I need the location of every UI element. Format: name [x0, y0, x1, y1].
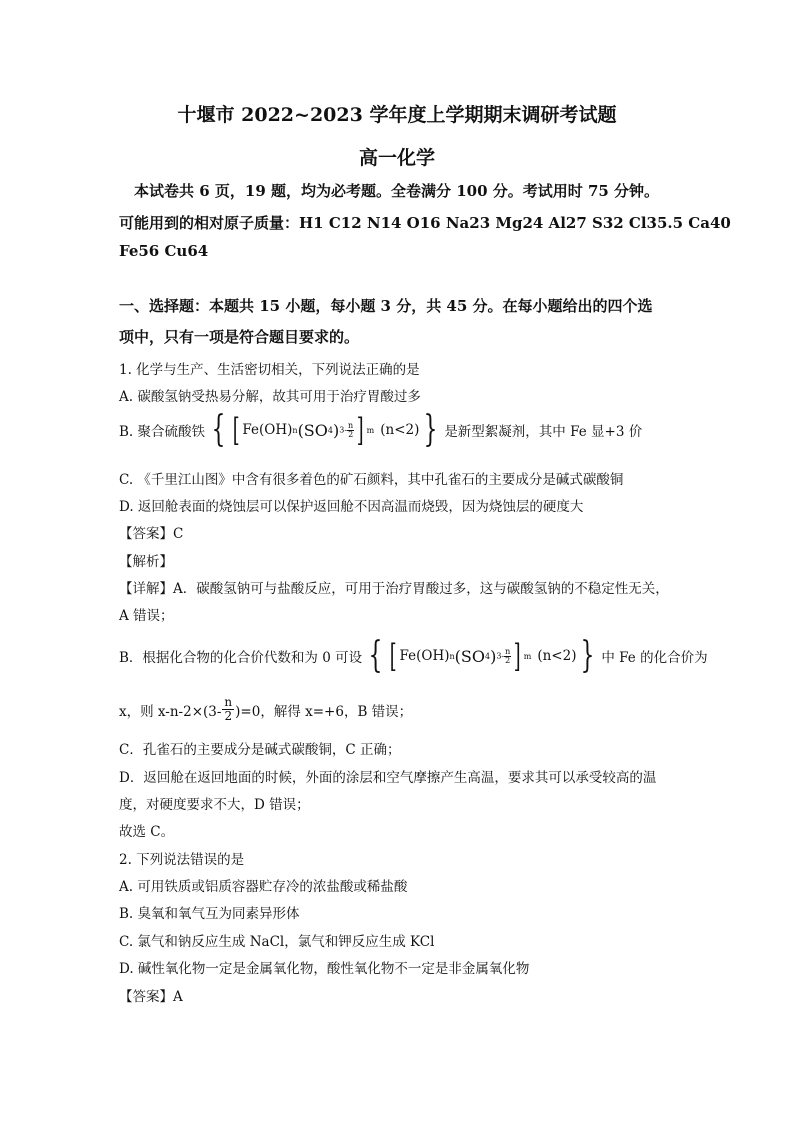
q2-option-b: B. 臭氧和氧气互为同素异形体 [119, 906, 300, 922]
left-bracket: [ [232, 411, 240, 449]
detail-d: D．返回舱在返回地面的时候，外面的涂层和空气摩擦产生高温，要求其可以承受较高的温 [119, 770, 657, 786]
question-stem: 1. 化学与生产、生活密切相关，下列说法正确的是 [119, 362, 420, 378]
analysis-label: 【解析】 [119, 554, 173, 570]
formula-polyferric-sulfate-2: { [ Fe (OH) n (SO 4 ) 3- $\frac{n}{2}$ ] m (n<2) } [368, 635, 595, 676]
q2-answer-label: 【答案】A [119, 989, 183, 1005]
answer-label: 【答案】C [119, 526, 184, 542]
question-stem-2: 2. 下列说法错误的是 [119, 852, 245, 868]
q2-option-c: C. 氯气和钠反应生成 NaCl，氯气和钾反应生成 KCl [119, 934, 435, 950]
detail-a-cont: A 错误； [119, 608, 174, 624]
detail-b-cont: x，则 x-n-2×(3- n 2 )=0，解得 x=+6，B 错误； [119, 695, 413, 723]
option-a: A. 碳酸氢钠受热易分解，故其可用于治疗胃酸过多 [119, 389, 421, 405]
page-subtitle: 高一化学 [358, 147, 435, 169]
left-brace: { [211, 409, 226, 450]
section-heading-cont: 项中，只有一项是符合题目要求的。 [119, 328, 360, 346]
atomic-mass-notice-cont: Fe56 Cu64 [119, 242, 209, 260]
option-b [119, 409, 643, 450]
formula-polyferric-sulfate: { [ Fe (OH) n (SO 4 ) 3- $\frac{n}{2}$ ] m (n<2) } [211, 409, 438, 450]
detail-d-cont: 度，对硬度要求不大，D 错误； [119, 797, 310, 813]
right-bracket: ] [356, 411, 364, 449]
atomic-mass-notice: 可能用到的相对原子质量：H1 C12 N14 O16 Na23 Mg24 Al27 S32 Cl35.5 Ca40 [119, 214, 731, 232]
section-heading: 一、选择题：本题共 15 小题，每小题 3 分，共 45 分。在每小题给出的四个选 [119, 297, 653, 315]
q2-option-d: D. 碱性氧化物一定是金属氧化物，酸性氧化物不一定是非金属氧化物 [119, 961, 530, 977]
right-brace: } [423, 409, 438, 450]
detail-b: B．根据化合物的化合价代数和为 0 可设 { [ Fe (OH) n (SO 4 ) 3- $\frac{n}{2}$ ] m (n<2) } 中 Fe 的化合价为 [119, 635, 708, 676]
q2-option-a: A. 可用铁质或铝质容器贮存冷的浓盐酸或稀盐酸 [119, 879, 408, 895]
option-b-suffix: 是新型絮凝剂，其中 Fe 显+3 价 [444, 424, 643, 440]
page-title: 十堰市 2022~2023 学年度上学期期末调研考试题 [177, 104, 617, 126]
detail-c: C．孔雀石的主要成分是碱式碳酸铜，C 正确； [119, 742, 401, 758]
fraction-n-over-2-large: n 2 [224, 695, 233, 723]
option-c: C. 《千里江山图》中含有很多着色的矿石颜料，其中孔雀石的主要成分是碱式碳酸铜 [119, 472, 624, 488]
option-d: D. 返回舱表面的烧蚀层可以保护返回舱不因高温而烧毁，因为烧蚀层的硬度大 [119, 499, 584, 515]
fraction-n-over-2: $\frac{n}{2}$ [348, 420, 354, 439]
detail-a: 【详解】A．碳酸氢钠可与盐酸反应，可用于治疗胃酸过多，这与碳酸氢钠的不稳定性无关， [119, 581, 669, 597]
option-b-prefix: B. 聚合硫酸铁 [119, 424, 206, 440]
exam-notice: 本试卷共 6 页，19 题，均为必考题。全卷满分 100 分。考试用时 75 分钟。 [134, 182, 660, 200]
conclusion: 故选 C。 [119, 824, 175, 840]
